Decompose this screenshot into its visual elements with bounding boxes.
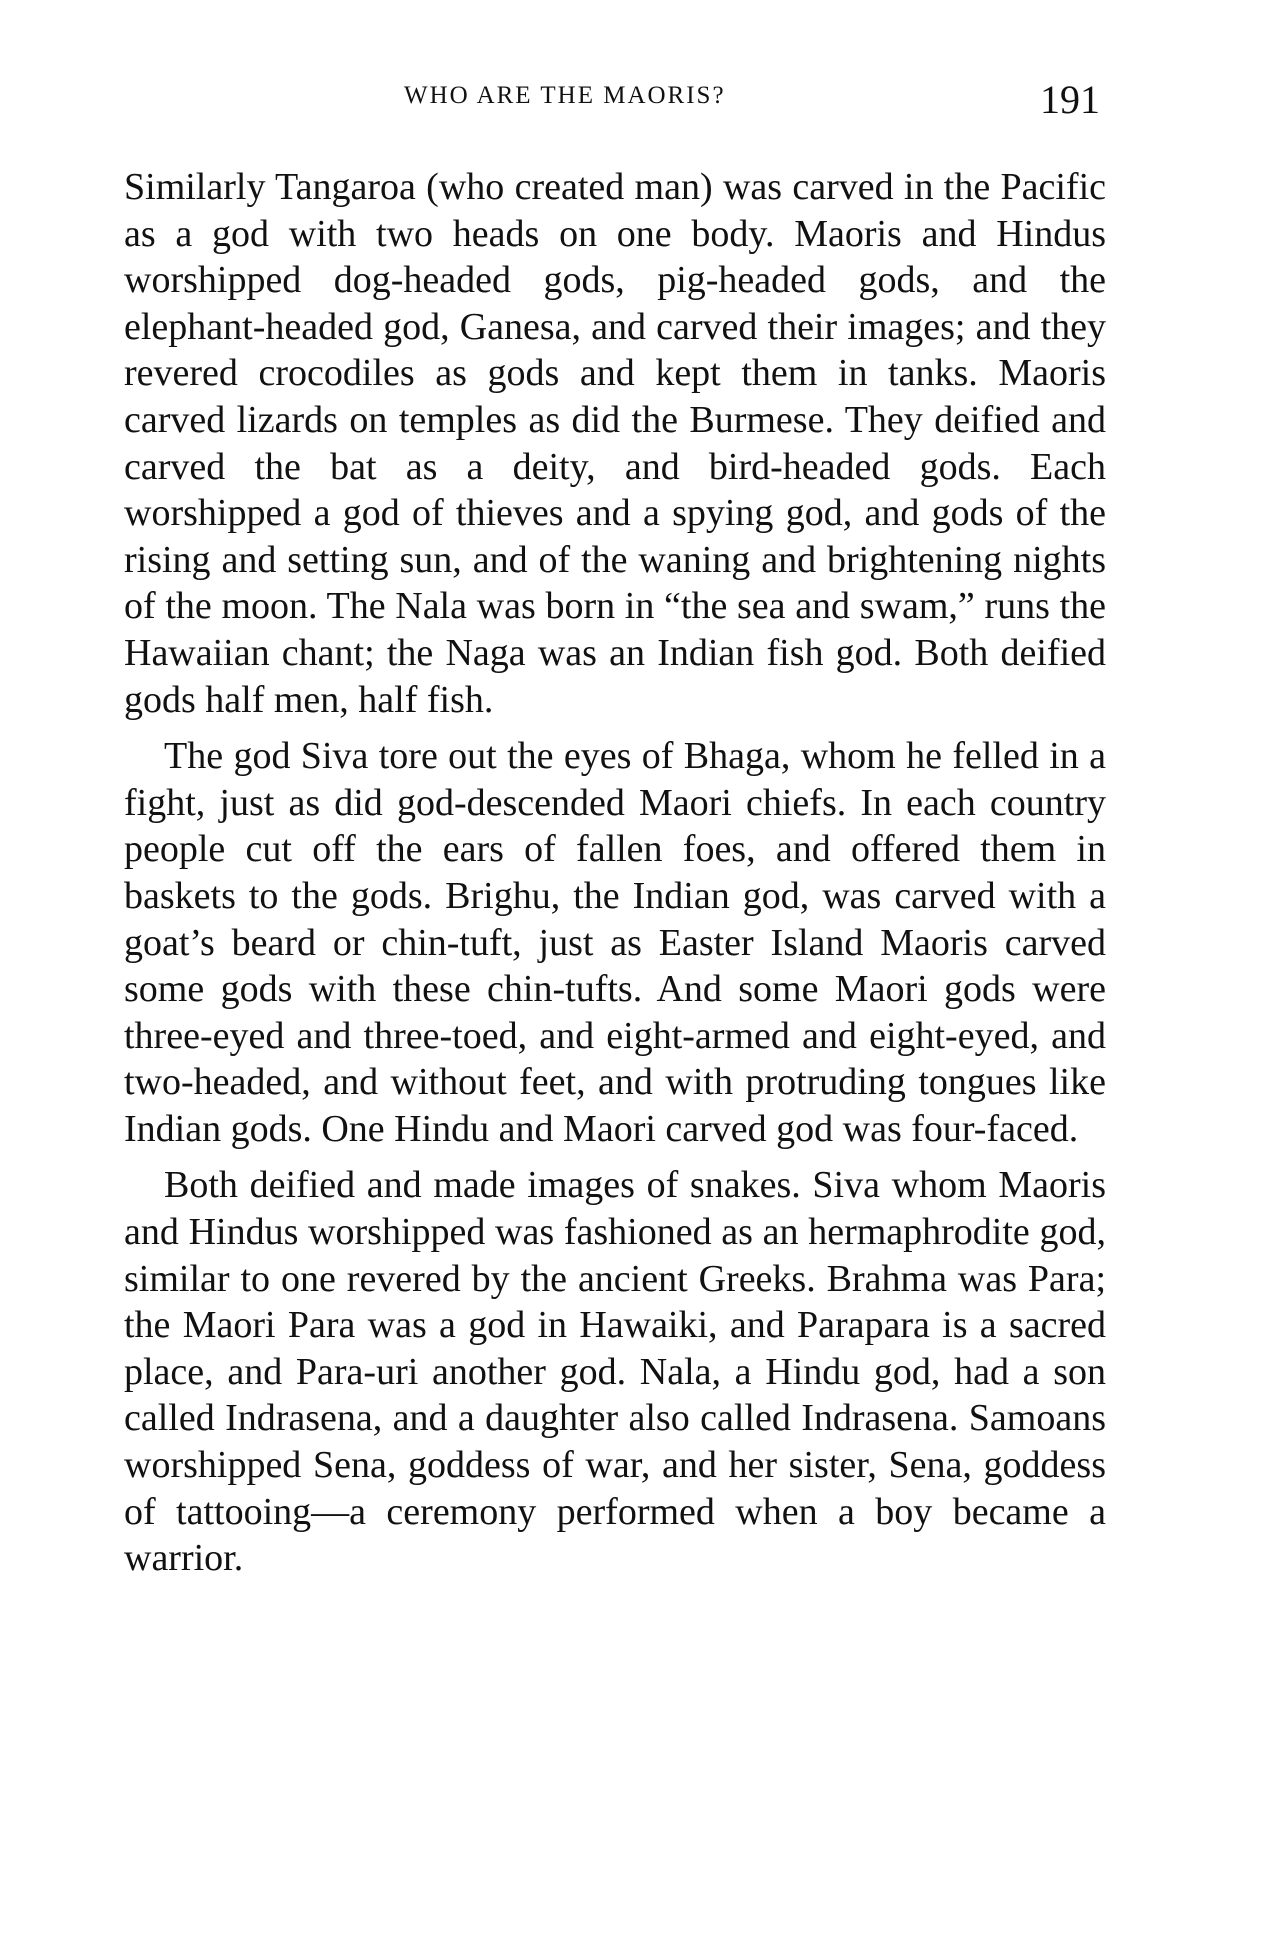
body-text — [124, 164, 1106, 1582]
running-head — [124, 76, 1106, 136]
paragraph-siva-bhaga: The god Siva tore out the eyes of Bhaga, whom he felled in a fight, just as did god-descended Maori chiefs. In each country people cut off the ears of fallen foes, and offered them in baskets to the gods. Brighu, the Indian god, was carved with a goat’s beard or chin-tuft, just as Easter Island Maoris carved some gods with these chin-tufts. And some Maori gods were three-eyed and three-toed, and eight-armed and eight-eyed, and two-headed, and without feet, and with protruding tongues like Indian gods. One Hindu and Maori carved god was four-faced. — [124, 735, 1106, 1150]
book-page — [124, 76, 1106, 1592]
paragraph-tangaroa: Similarly Tangaroa (who created man) was carved in the Pacific as a god with two heads on one body. Maoris and Hindus worshipped dog-headed gods, pig-headed gods, and the elephant-headed god, Ganesa, and carved their images; and they revered crocodiles as gods and kept them in tanks. Maoris carved lizards on temples as did the Burmese. They deified and carved the bat as a deity, and bird-headed gods. Each worshipped a god of thieves and a spying god, and gods of the rising and setting sun, and of the waning and brightening nights of the moon. The Nala was born in “the sea and swam,” runs the Hawaiian chant; the Naga was an Indian fish god. Both deified gods half men, half fish. — [124, 166, 1106, 721]
page-number: 191 — [1040, 77, 1100, 122]
paragraph-snakes: Both deified and made images of snakes. Siva whom Maoris and Hindus worshipped was fashioned as an hermaphrodite god, similar to one revered by the ancient Greeks. Brahma was Para; the Maori Para was a god in Hawaiki, and Parapara is a sacred place, and Para-uri another god. Nala, a Hindu god, had a son called Indrasena, and a daughter also called Indrasena. Samoans worshipped Sena, goddess of war, and her sister, Sena, goddess of tattooing—a ceremony performed when a boy became a warrior. — [124, 1164, 1106, 1580]
running-title: WHO ARE THE MAORIS? — [404, 82, 726, 109]
